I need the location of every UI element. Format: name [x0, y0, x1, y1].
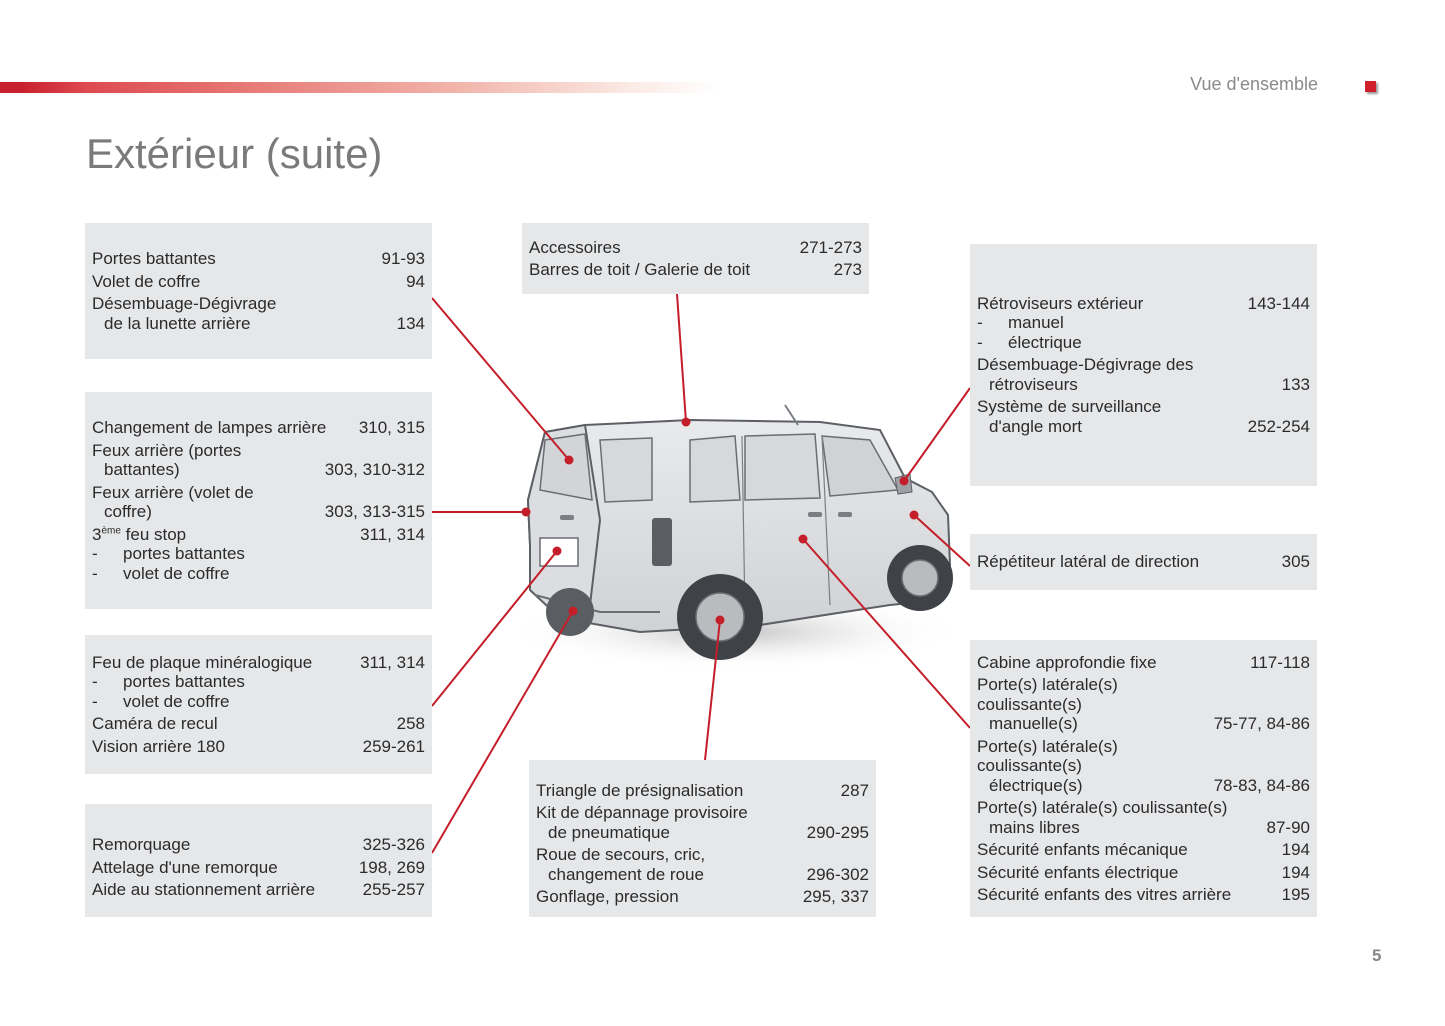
- box-remorquage: [85, 804, 432, 917]
- box-portes-battantes: [85, 223, 432, 359]
- entry-porte-manuelle: Porte(s) latérale(s) coulissante(s) manuelle(s) 75-77, 84-86: [977, 675, 1310, 733]
- entry-porte-mains-libres: Porte(s) latérale(s) coulissante(s) mains libres 87-90: [977, 798, 1310, 837]
- entry-cabine: Cabine approfondie fixe 117-118: [977, 652, 1310, 672]
- entry-desembuage-lunette: Désembuage-Dégivrage de la lunette arrière 134: [92, 294, 425, 333]
- entry-triangle: Triangle de présignalisation 287: [536, 780, 869, 800]
- entry-feux-portes: Feux arrière (portes battantes) 303, 310-312: [92, 440, 425, 479]
- entry-barres-de-toit: Barres de toit / Galerie de toit 273: [529, 260, 862, 279]
- entry-vision-arriere: Vision arrière 180 259-261: [92, 736, 425, 756]
- entry-angle-mort: Système de surveillance d'angle mort 252-254: [977, 397, 1310, 436]
- entry-retroviseurs: Rétroviseurs extérieur 143-144 - manuel - électrique: [977, 293, 1310, 352]
- entry-gonflage: Gonflage, pression 295, 337: [536, 887, 869, 906]
- entry-securite-electrique: Sécurité enfants électrique 194: [977, 862, 1310, 882]
- box-cabine: [970, 640, 1317, 917]
- entry-feu-stop: 3ème feu stop 311, 314 - portes battantes - volet de coffre: [92, 524, 425, 583]
- tail-light: [652, 518, 672, 566]
- entry-aide-stationnement: Aide au stationnement arrière 255-257: [92, 880, 425, 900]
- side-window-sliding: [745, 434, 820, 500]
- entry-repetiteur: Répétiteur latéral de direction 305: [977, 552, 1310, 572]
- entry-securite-mecanique: Sécurité enfants mécanique 194: [977, 840, 1310, 859]
- side-window-mid: [690, 436, 740, 502]
- entry-portes-battantes: Portes battantes 91-93: [92, 249, 425, 268]
- entry-accessoires: Accessoires 271-273: [529, 237, 862, 257]
- box-triangle: [529, 760, 876, 917]
- box-lampes-arriere: [85, 392, 432, 609]
- entry-changement-lampes: Changement de lampes arrière 310, 315: [92, 418, 425, 437]
- side-window-rear: [600, 438, 652, 502]
- entry-camera-recul: Caméra de recul 258: [92, 714, 425, 734]
- box-accessoires: [522, 223, 869, 294]
- entry-roue-de-secours: Roue de secours, cric, changement de roue 296-302: [536, 845, 869, 884]
- entry-volet-de-coffre: Volet de coffre 94: [92, 271, 425, 291]
- entry-attelage: Attelage d'une remorque 198, 269: [92, 857, 425, 877]
- rear-window: [540, 434, 592, 500]
- entry-feu-plaque: Feu de plaque minéralogique 311, 314 - portes battantes - volet de coffre: [92, 652, 425, 711]
- box-retroviseurs: [970, 244, 1317, 486]
- page-title: Extérieur (suite): [86, 130, 383, 177]
- entry-porte-electrique: Porte(s) latérale(s) coulissante(s) électrique(s) 78-83, 84-86: [977, 736, 1310, 795]
- box-repetiteur: [970, 534, 1317, 590]
- entry-remorquage: Remorquage 325-326: [92, 835, 425, 855]
- entry-desembuage-retro: Désembuage-Dégivrage des rétroviseurs 133: [977, 355, 1310, 394]
- entry-kit-depannage: Kit de dépannage provisoire de pneumatique 290-295: [536, 803, 869, 842]
- page-number: 5: [1372, 946, 1382, 965]
- box-feu-de-plaque: [85, 635, 432, 774]
- entry-feux-volet: Feux arrière (volet de coffre) 303, 313-315: [92, 482, 425, 521]
- entry-securite-vitres: Sécurité enfants des vitres arrière 195: [977, 885, 1310, 904]
- section-title: Vue d'ensemble: [1190, 74, 1318, 94]
